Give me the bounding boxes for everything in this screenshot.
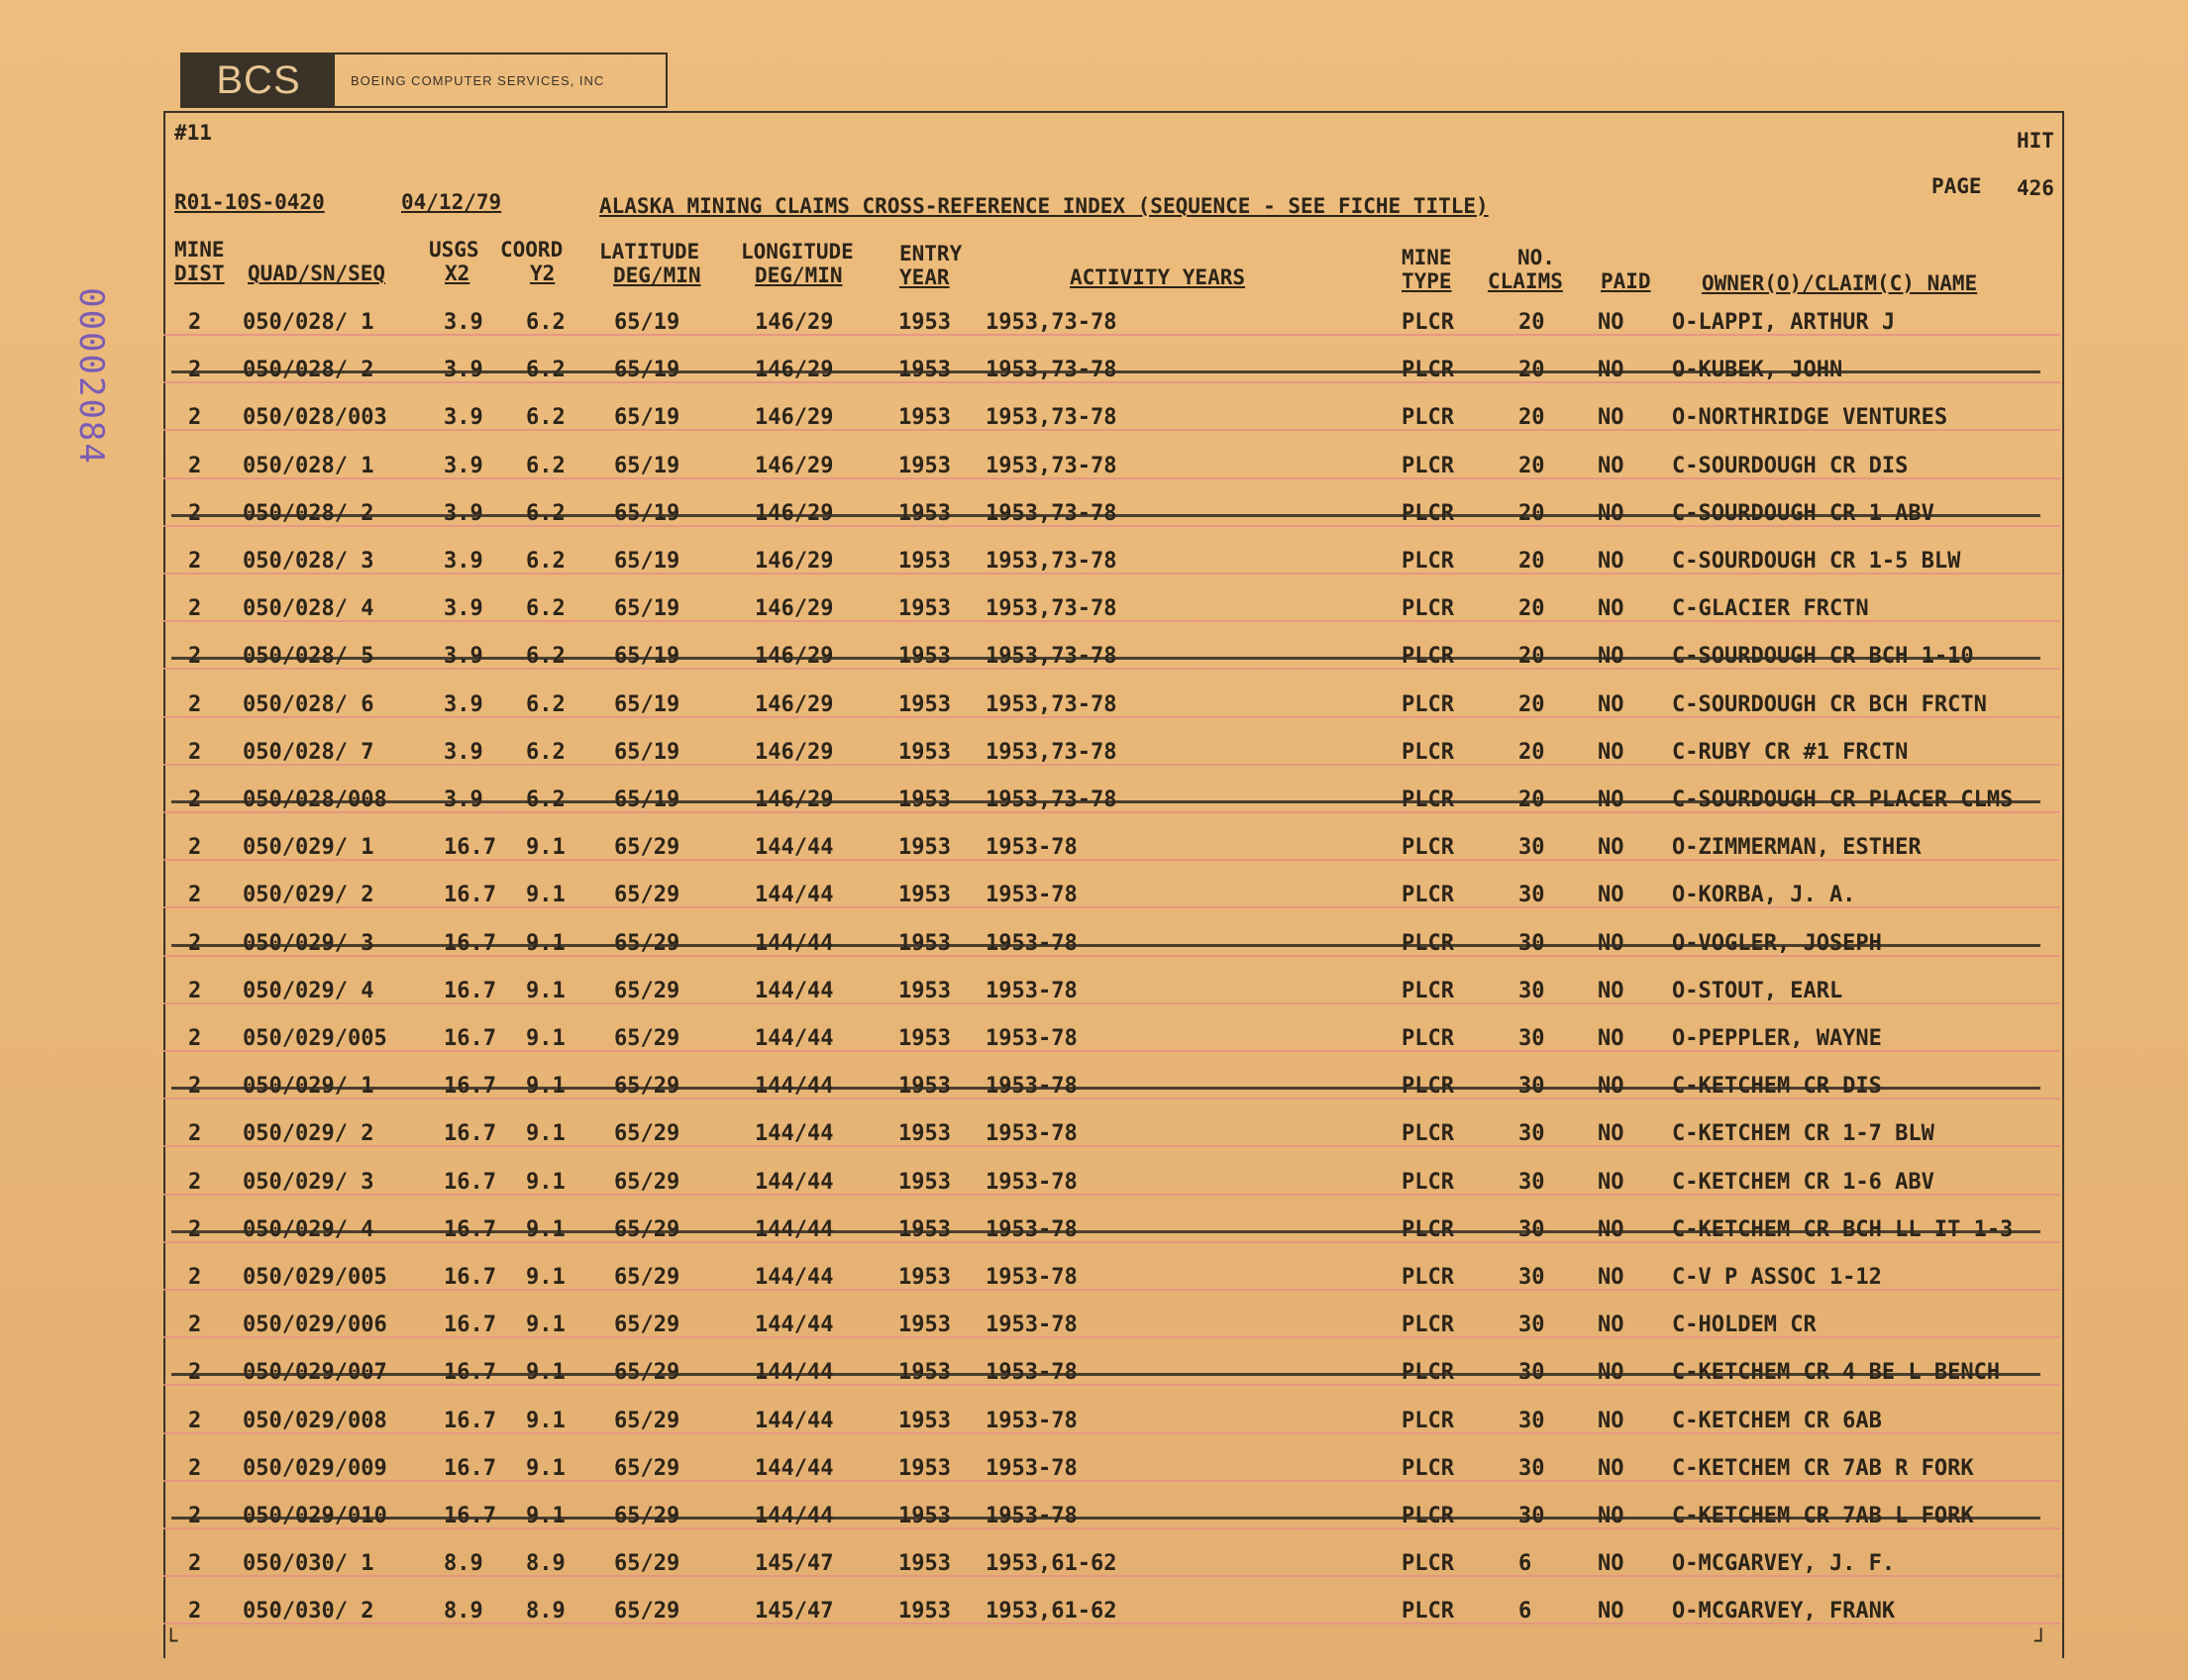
- cell-lon: 146/29: [755, 596, 834, 622]
- cell-x2: 8.9: [444, 1551, 483, 1577]
- cell-paid: NO: [1598, 691, 1624, 717]
- table-row: [163, 444, 2060, 491]
- cell-dist: 2: [188, 1026, 202, 1051]
- cell-claims: 30: [1518, 1408, 1545, 1433]
- cell-name: C-GLACIER FRCTN: [1672, 596, 1869, 622]
- cell-lat: 65/19: [614, 310, 680, 335]
- cell-lon: 144/44: [755, 978, 834, 1003]
- cell-x2: 16.7: [444, 1121, 496, 1147]
- cell-quad: 050/029/006: [243, 1312, 387, 1338]
- cell-name: C-KETCHEM CR 7AB R FORK: [1672, 1455, 1974, 1481]
- cell-lon: 144/44: [755, 1455, 834, 1481]
- col-coord-y2: COORD Y2: [500, 238, 564, 285]
- bcs-logo: BCS: [182, 54, 335, 106]
- cell-name: O-STOUT, EARL: [1672, 978, 1843, 1003]
- cell-quad: 050/028/ 3: [243, 549, 374, 574]
- cell-dist: 2: [188, 1169, 202, 1195]
- cell-claims: 20: [1518, 596, 1545, 622]
- cell-paid: NO: [1598, 978, 1624, 1003]
- cell-type: PLCR: [1402, 1169, 1454, 1195]
- cell-x2: 16.7: [444, 1169, 496, 1195]
- report-date: 04/12/79: [401, 190, 502, 214]
- cell-lon: 144/44: [755, 1121, 834, 1147]
- page-number: 426: [2017, 176, 2054, 200]
- cell-claims: 30: [1518, 1169, 1545, 1195]
- col-paid: PAID: [1601, 269, 1651, 293]
- table-row: [163, 1541, 2060, 1589]
- cell-type: PLCR: [1402, 549, 1454, 574]
- cell-dist: 2: [188, 978, 202, 1003]
- cell-paid: NO: [1598, 405, 1624, 431]
- cell-claims: 20: [1518, 310, 1545, 335]
- cell-type: PLCR: [1402, 691, 1454, 717]
- cell-x2: 16.7: [444, 978, 496, 1003]
- right-code: HIT: [2017, 129, 2054, 153]
- cell-y2: 6.2: [526, 453, 566, 478]
- cell-entry: 1953: [898, 453, 951, 478]
- cell-y2: 9.1: [526, 1169, 566, 1195]
- cell-y2: 9.1: [526, 978, 566, 1003]
- cell-lon: 146/29: [755, 310, 834, 335]
- cell-paid: NO: [1598, 453, 1624, 478]
- cell-activity: 1953,73-78: [986, 310, 1117, 335]
- cell-type: PLCR: [1402, 405, 1454, 431]
- strike-line: [171, 514, 2040, 517]
- cell-dist: 2: [188, 1265, 202, 1290]
- cell-lat: 65/29: [614, 1312, 680, 1338]
- cell-type: PLCR: [1402, 310, 1454, 335]
- cell-y2: 6.2: [526, 549, 566, 574]
- cell-type: PLCR: [1402, 739, 1454, 765]
- cell-lat: 65/29: [614, 978, 680, 1003]
- left-code: #11: [174, 121, 212, 145]
- table-row: [163, 1350, 2060, 1398]
- cell-claims: 6: [1518, 1599, 1532, 1625]
- cell-y2: 6.2: [526, 739, 566, 765]
- cell-paid: NO: [1598, 310, 1624, 335]
- report-title: ALASKA MINING CLAIMS CROSS-REFERENCE INDEX (SEQUENCE - SEE FICHE TITLE): [599, 194, 1489, 218]
- cell-name: O-PEPPLER, WAYNE: [1672, 1026, 1882, 1051]
- cell-type: PLCR: [1402, 1408, 1454, 1433]
- cell-quad: 050/029/ 1: [243, 835, 374, 861]
- cell-dist: 2: [188, 691, 202, 717]
- cell-dist: 2: [188, 739, 202, 765]
- cell-lon: 144/44: [755, 883, 834, 908]
- cell-lat: 65/19: [614, 739, 680, 765]
- cell-claims: 20: [1518, 453, 1545, 478]
- table-row: [163, 491, 2060, 539]
- strike-line: [171, 800, 2040, 803]
- table-row: [163, 1446, 2060, 1494]
- cell-type: PLCR: [1402, 978, 1454, 1003]
- cell-name: O-NORTHRIDGE VENTURES: [1672, 405, 1948, 431]
- cell-name: O-KORBA, J. A.: [1672, 883, 1856, 908]
- cell-paid: NO: [1598, 549, 1624, 574]
- cell-entry: 1953: [898, 1408, 951, 1433]
- cell-x2: 3.9: [444, 310, 483, 335]
- cell-claims: 30: [1518, 1026, 1545, 1051]
- cell-claims: 20: [1518, 549, 1545, 574]
- cell-activity: 1953,61-62: [986, 1599, 1117, 1625]
- cell-activity: 1953,73-78: [986, 596, 1117, 622]
- cell-paid: NO: [1598, 596, 1624, 622]
- cell-type: PLCR: [1402, 1599, 1454, 1625]
- cell-dist: 2: [188, 1121, 202, 1147]
- cell-dist: 2: [188, 405, 202, 431]
- cell-x2: 3.9: [444, 691, 483, 717]
- strike-line: [171, 1373, 2040, 1376]
- cell-entry: 1953: [898, 405, 951, 431]
- cell-claims: 20: [1518, 739, 1545, 765]
- cell-type: PLCR: [1402, 1551, 1454, 1577]
- cell-type: PLCR: [1402, 1265, 1454, 1290]
- cell-x2: 16.7: [444, 1408, 496, 1433]
- cell-y2: 6.2: [526, 596, 566, 622]
- cell-type: PLCR: [1402, 453, 1454, 478]
- table-row: [163, 1494, 2060, 1541]
- cell-activity: 1953-78: [986, 1265, 1078, 1290]
- cell-lon: 144/44: [755, 1408, 834, 1433]
- cell-y2: 9.1: [526, 1026, 566, 1051]
- cell-name: C-V P ASSOC 1-12: [1672, 1265, 1882, 1290]
- cell-lat: 65/29: [614, 835, 680, 861]
- company-name: BOEING COMPUTER SERVICES, INC: [351, 72, 605, 88]
- cell-lat: 65/19: [614, 453, 680, 478]
- cell-y2: 6.2: [526, 691, 566, 717]
- col-mine-type: MINE TYPE: [1402, 246, 1452, 293]
- cell-paid: NO: [1598, 883, 1624, 908]
- cell-x2: 16.7: [444, 1455, 496, 1481]
- cell-activity: 1953,73-78: [986, 739, 1117, 765]
- cell-lon: 145/47: [755, 1599, 834, 1625]
- cell-lat: 65/29: [614, 883, 680, 908]
- cell-y2: 8.9: [526, 1551, 566, 1577]
- cell-activity: 1953-78: [986, 1455, 1078, 1481]
- cell-claims: 30: [1518, 1312, 1545, 1338]
- cell-lat: 65/19: [614, 405, 680, 431]
- cell-paid: NO: [1598, 739, 1624, 765]
- corner-mark-right: ┘: [2034, 1629, 2048, 1654]
- cell-quad: 050/028/ 1: [243, 310, 374, 335]
- cell-y2: 9.1: [526, 1408, 566, 1433]
- corner-mark-left: └: [164, 1629, 178, 1654]
- cell-quad: 050/029/ 2: [243, 1121, 374, 1147]
- cell-lat: 65/29: [614, 1455, 680, 1481]
- cell-quad: 050/030/ 1: [243, 1551, 374, 1577]
- cell-dist: 2: [188, 883, 202, 908]
- cell-quad: 050/028/ 6: [243, 691, 374, 717]
- cell-paid: NO: [1598, 1408, 1624, 1433]
- cell-lon: 145/47: [755, 1551, 834, 1577]
- cell-x2: 16.7: [444, 1026, 496, 1051]
- cell-type: PLCR: [1402, 1026, 1454, 1051]
- table-row: [163, 1016, 2060, 1064]
- strike-line: [171, 1230, 2040, 1233]
- cell-claims: 30: [1518, 1121, 1545, 1147]
- cell-lon: 144/44: [755, 1169, 834, 1195]
- cell-name: C-KETCHEM CR 1-7 BLW: [1672, 1121, 1934, 1147]
- cell-quad: 050/029/005: [243, 1265, 387, 1290]
- cell-entry: 1953: [898, 1121, 951, 1147]
- table-row: [163, 921, 2060, 969]
- table-row: [163, 1160, 2060, 1208]
- cell-activity: 1953-78: [986, 835, 1078, 861]
- strike-line: [171, 370, 2040, 373]
- cell-quad: 050/028/003: [243, 405, 387, 431]
- cell-entry: 1953: [898, 1599, 951, 1625]
- cell-entry: 1953: [898, 1551, 951, 1577]
- company-logo-box: [180, 52, 668, 108]
- cell-type: PLCR: [1402, 835, 1454, 861]
- cell-activity: 1953-78: [986, 978, 1078, 1003]
- cell-paid: NO: [1598, 1121, 1624, 1147]
- cell-paid: NO: [1598, 1551, 1624, 1577]
- cell-name: O-MCGARVEY, J. F.: [1672, 1551, 1896, 1577]
- cell-paid: NO: [1598, 1455, 1624, 1481]
- col-longitude: LONGITUDE DEG/MIN: [741, 240, 854, 287]
- cell-lat: 65/19: [614, 549, 680, 574]
- cell-activity: 1953,73-78: [986, 549, 1117, 574]
- cell-dist: 2: [188, 549, 202, 574]
- cell-entry: 1953: [898, 1455, 951, 1481]
- table-row: [163, 1399, 2060, 1446]
- cell-lon: 144/44: [755, 1312, 834, 1338]
- cell-lat: 65/19: [614, 691, 680, 717]
- cell-paid: NO: [1598, 1026, 1624, 1051]
- table-row: [163, 730, 2060, 778]
- cell-lon: 146/29: [755, 739, 834, 765]
- col-latitude: LATITUDE DEG/MIN: [599, 240, 701, 287]
- cell-x2: 3.9: [444, 739, 483, 765]
- cell-lon: 144/44: [755, 835, 834, 861]
- cell-activity: 1953-78: [986, 1408, 1078, 1433]
- cell-quad: 050/028/ 7: [243, 739, 374, 765]
- cell-activity: 1953-78: [986, 1169, 1078, 1195]
- table-row: [163, 825, 2060, 873]
- cell-paid: NO: [1598, 1312, 1624, 1338]
- cell-x2: 16.7: [444, 1265, 496, 1290]
- cell-lat: 65/29: [614, 1026, 680, 1051]
- cell-name: C-SOURDOUGH CR BCH FRCTN: [1672, 691, 1987, 717]
- cell-dist: 2: [188, 310, 202, 335]
- cell-quad: 050/029/005: [243, 1026, 387, 1051]
- cell-type: PLCR: [1402, 1312, 1454, 1338]
- table-row: [163, 539, 2060, 586]
- cell-y2: 9.1: [526, 1455, 566, 1481]
- table-row: [163, 1255, 2060, 1303]
- cell-quad: 050/028/ 4: [243, 596, 374, 622]
- cell-x2: 3.9: [444, 549, 483, 574]
- cell-y2: 9.1: [526, 1265, 566, 1290]
- table-row: [163, 300, 2060, 348]
- cell-name: O-MCGARVEY, FRANK: [1672, 1599, 1896, 1625]
- cell-name: O-ZIMMERMAN, ESTHER: [1672, 835, 1922, 861]
- cell-name: O-LAPPI, ARTHUR J: [1672, 310, 1896, 335]
- cell-dist: 2: [188, 1551, 202, 1577]
- table-row: [163, 873, 2060, 920]
- cell-entry: 1953: [898, 549, 951, 574]
- strike-line: [171, 944, 2040, 947]
- claims-table: [163, 300, 2060, 1637]
- cell-lon: 146/29: [755, 691, 834, 717]
- cell-entry: 1953: [898, 596, 951, 622]
- cell-entry: 1953: [898, 739, 951, 765]
- cell-y2: 9.1: [526, 883, 566, 908]
- cell-entry: 1953: [898, 1312, 951, 1338]
- cell-quad: 050/028/ 1: [243, 453, 374, 478]
- col-mine-dist: MINE DIST: [174, 238, 225, 285]
- report-id: R01-10S-0420: [174, 190, 325, 214]
- cell-activity: 1953,73-78: [986, 405, 1117, 431]
- cell-lat: 65/29: [614, 1169, 680, 1195]
- cell-x2: 16.7: [444, 835, 496, 861]
- cell-activity: 1953,73-78: [986, 453, 1117, 478]
- cell-activity: 1953-78: [986, 883, 1078, 908]
- cell-x2: 3.9: [444, 453, 483, 478]
- cell-dist: 2: [188, 596, 202, 622]
- cell-dist: 2: [188, 1455, 202, 1481]
- cell-y2: 9.1: [526, 1121, 566, 1147]
- cell-claims: 20: [1518, 405, 1545, 431]
- table-row: [163, 1208, 2060, 1255]
- cell-x2: 3.9: [444, 596, 483, 622]
- cell-entry: 1953: [898, 310, 951, 335]
- cell-claims: 6: [1518, 1551, 1532, 1577]
- stamp-number: 00002084: [71, 287, 111, 466]
- cell-dist: 2: [188, 835, 202, 861]
- cell-entry: 1953: [898, 691, 951, 717]
- cell-claims: 30: [1518, 1265, 1545, 1290]
- cell-lat: 65/29: [614, 1551, 680, 1577]
- cell-entry: 1953: [898, 1265, 951, 1290]
- cell-lon: 144/44: [755, 1026, 834, 1051]
- page-label: PAGE: [1931, 174, 1982, 198]
- strike-line: [171, 657, 2040, 660]
- cell-name: C-KETCHEM CR 1-6 ABV: [1672, 1169, 1934, 1195]
- table-row: [163, 1589, 2060, 1636]
- cell-dist: 2: [188, 453, 202, 478]
- cell-type: PLCR: [1402, 1455, 1454, 1481]
- cell-lon: 146/29: [755, 405, 834, 431]
- cell-name: C-SOURDOUGH CR DIS: [1672, 453, 1909, 478]
- col-activity: ACTIVITY YEARS: [1070, 265, 1246, 289]
- cell-lon: 146/29: [755, 549, 834, 574]
- cell-x2: 16.7: [444, 883, 496, 908]
- cell-y2: 9.1: [526, 1312, 566, 1338]
- table-row: [163, 1064, 2060, 1111]
- cell-type: PLCR: [1402, 883, 1454, 908]
- table-row: [163, 1111, 2060, 1159]
- cell-activity: 1953-78: [986, 1121, 1078, 1147]
- cell-lat: 65/29: [614, 1265, 680, 1290]
- cell-quad: 050/029/ 3: [243, 1169, 374, 1195]
- table-row: [163, 395, 2060, 443]
- cell-quad: 050/029/009: [243, 1455, 387, 1481]
- cell-entry: 1953: [898, 1169, 951, 1195]
- table-row: [163, 586, 2060, 634]
- col-owner: OWNER(O)/CLAIM(C) NAME: [1702, 271, 1978, 295]
- cell-y2: 9.1: [526, 835, 566, 861]
- cell-x2: 16.7: [444, 1312, 496, 1338]
- cell-entry: 1953: [898, 1026, 951, 1051]
- table-row: [163, 348, 2060, 395]
- cell-lon: 146/29: [755, 453, 834, 478]
- cell-paid: NO: [1598, 1265, 1624, 1290]
- cell-type: PLCR: [1402, 596, 1454, 622]
- cell-lat: 65/29: [614, 1121, 680, 1147]
- cell-paid: NO: [1598, 1169, 1624, 1195]
- strike-line: [171, 1517, 2040, 1520]
- cell-lat: 65/29: [614, 1408, 680, 1433]
- cell-name: C-KETCHEM CR 6AB: [1672, 1408, 1882, 1433]
- cell-activity: 1953,73-78: [986, 691, 1117, 717]
- cell-quad: 050/029/ 2: [243, 883, 374, 908]
- cell-claims: 30: [1518, 835, 1545, 861]
- cell-claims: 30: [1518, 1455, 1545, 1481]
- table-row: [163, 634, 2060, 682]
- table-row: [163, 969, 2060, 1016]
- cell-entry: 1953: [898, 835, 951, 861]
- cell-claims: 20: [1518, 691, 1545, 717]
- cell-activity: 1953,61-62: [986, 1551, 1117, 1577]
- cell-y2: 6.2: [526, 310, 566, 335]
- strike-line: [171, 1087, 2040, 1090]
- cell-lat: 65/29: [614, 1599, 680, 1625]
- cell-type: PLCR: [1402, 1121, 1454, 1147]
- table-row: [163, 1303, 2060, 1350]
- cell-name: C-RUBY CR #1 FRCTN: [1672, 739, 1909, 765]
- cell-claims: 30: [1518, 978, 1545, 1003]
- cell-activity: 1953-78: [986, 1312, 1078, 1338]
- col-claims: NO. CLAIMS: [1488, 246, 1563, 293]
- cell-paid: NO: [1598, 1599, 1624, 1625]
- cell-activity: 1953-78: [986, 1026, 1078, 1051]
- cell-x2: 3.9: [444, 405, 483, 431]
- cell-paid: NO: [1598, 835, 1624, 861]
- cell-y2: 8.9: [526, 1599, 566, 1625]
- cell-x2: 8.9: [444, 1599, 483, 1625]
- cell-quad: 050/030/ 2: [243, 1599, 374, 1625]
- cell-lon: 144/44: [755, 1265, 834, 1290]
- col-entry-year: ENTRY YEAR: [899, 242, 963, 289]
- cell-quad: 050/029/008: [243, 1408, 387, 1433]
- cell-y2: 6.2: [526, 405, 566, 431]
- cell-dist: 2: [188, 1408, 202, 1433]
- cell-lat: 65/19: [614, 596, 680, 622]
- cell-name: C-SOURDOUGH CR 1-5 BLW: [1672, 549, 1961, 574]
- col-quad: QUAD/SN/SEQ: [248, 262, 386, 285]
- cell-entry: 1953: [898, 978, 951, 1003]
- cell-claims: 30: [1518, 883, 1545, 908]
- cell-dist: 2: [188, 1599, 202, 1625]
- cell-quad: 050/029/ 4: [243, 978, 374, 1003]
- table-row: [163, 682, 2060, 730]
- cell-entry: 1953: [898, 883, 951, 908]
- cell-name: C-HOLDEM CR: [1672, 1312, 1817, 1338]
- col-usgs-x2: USGS X2: [429, 238, 479, 285]
- table-row: [163, 778, 2060, 825]
- cell-dist: 2: [188, 1312, 202, 1338]
